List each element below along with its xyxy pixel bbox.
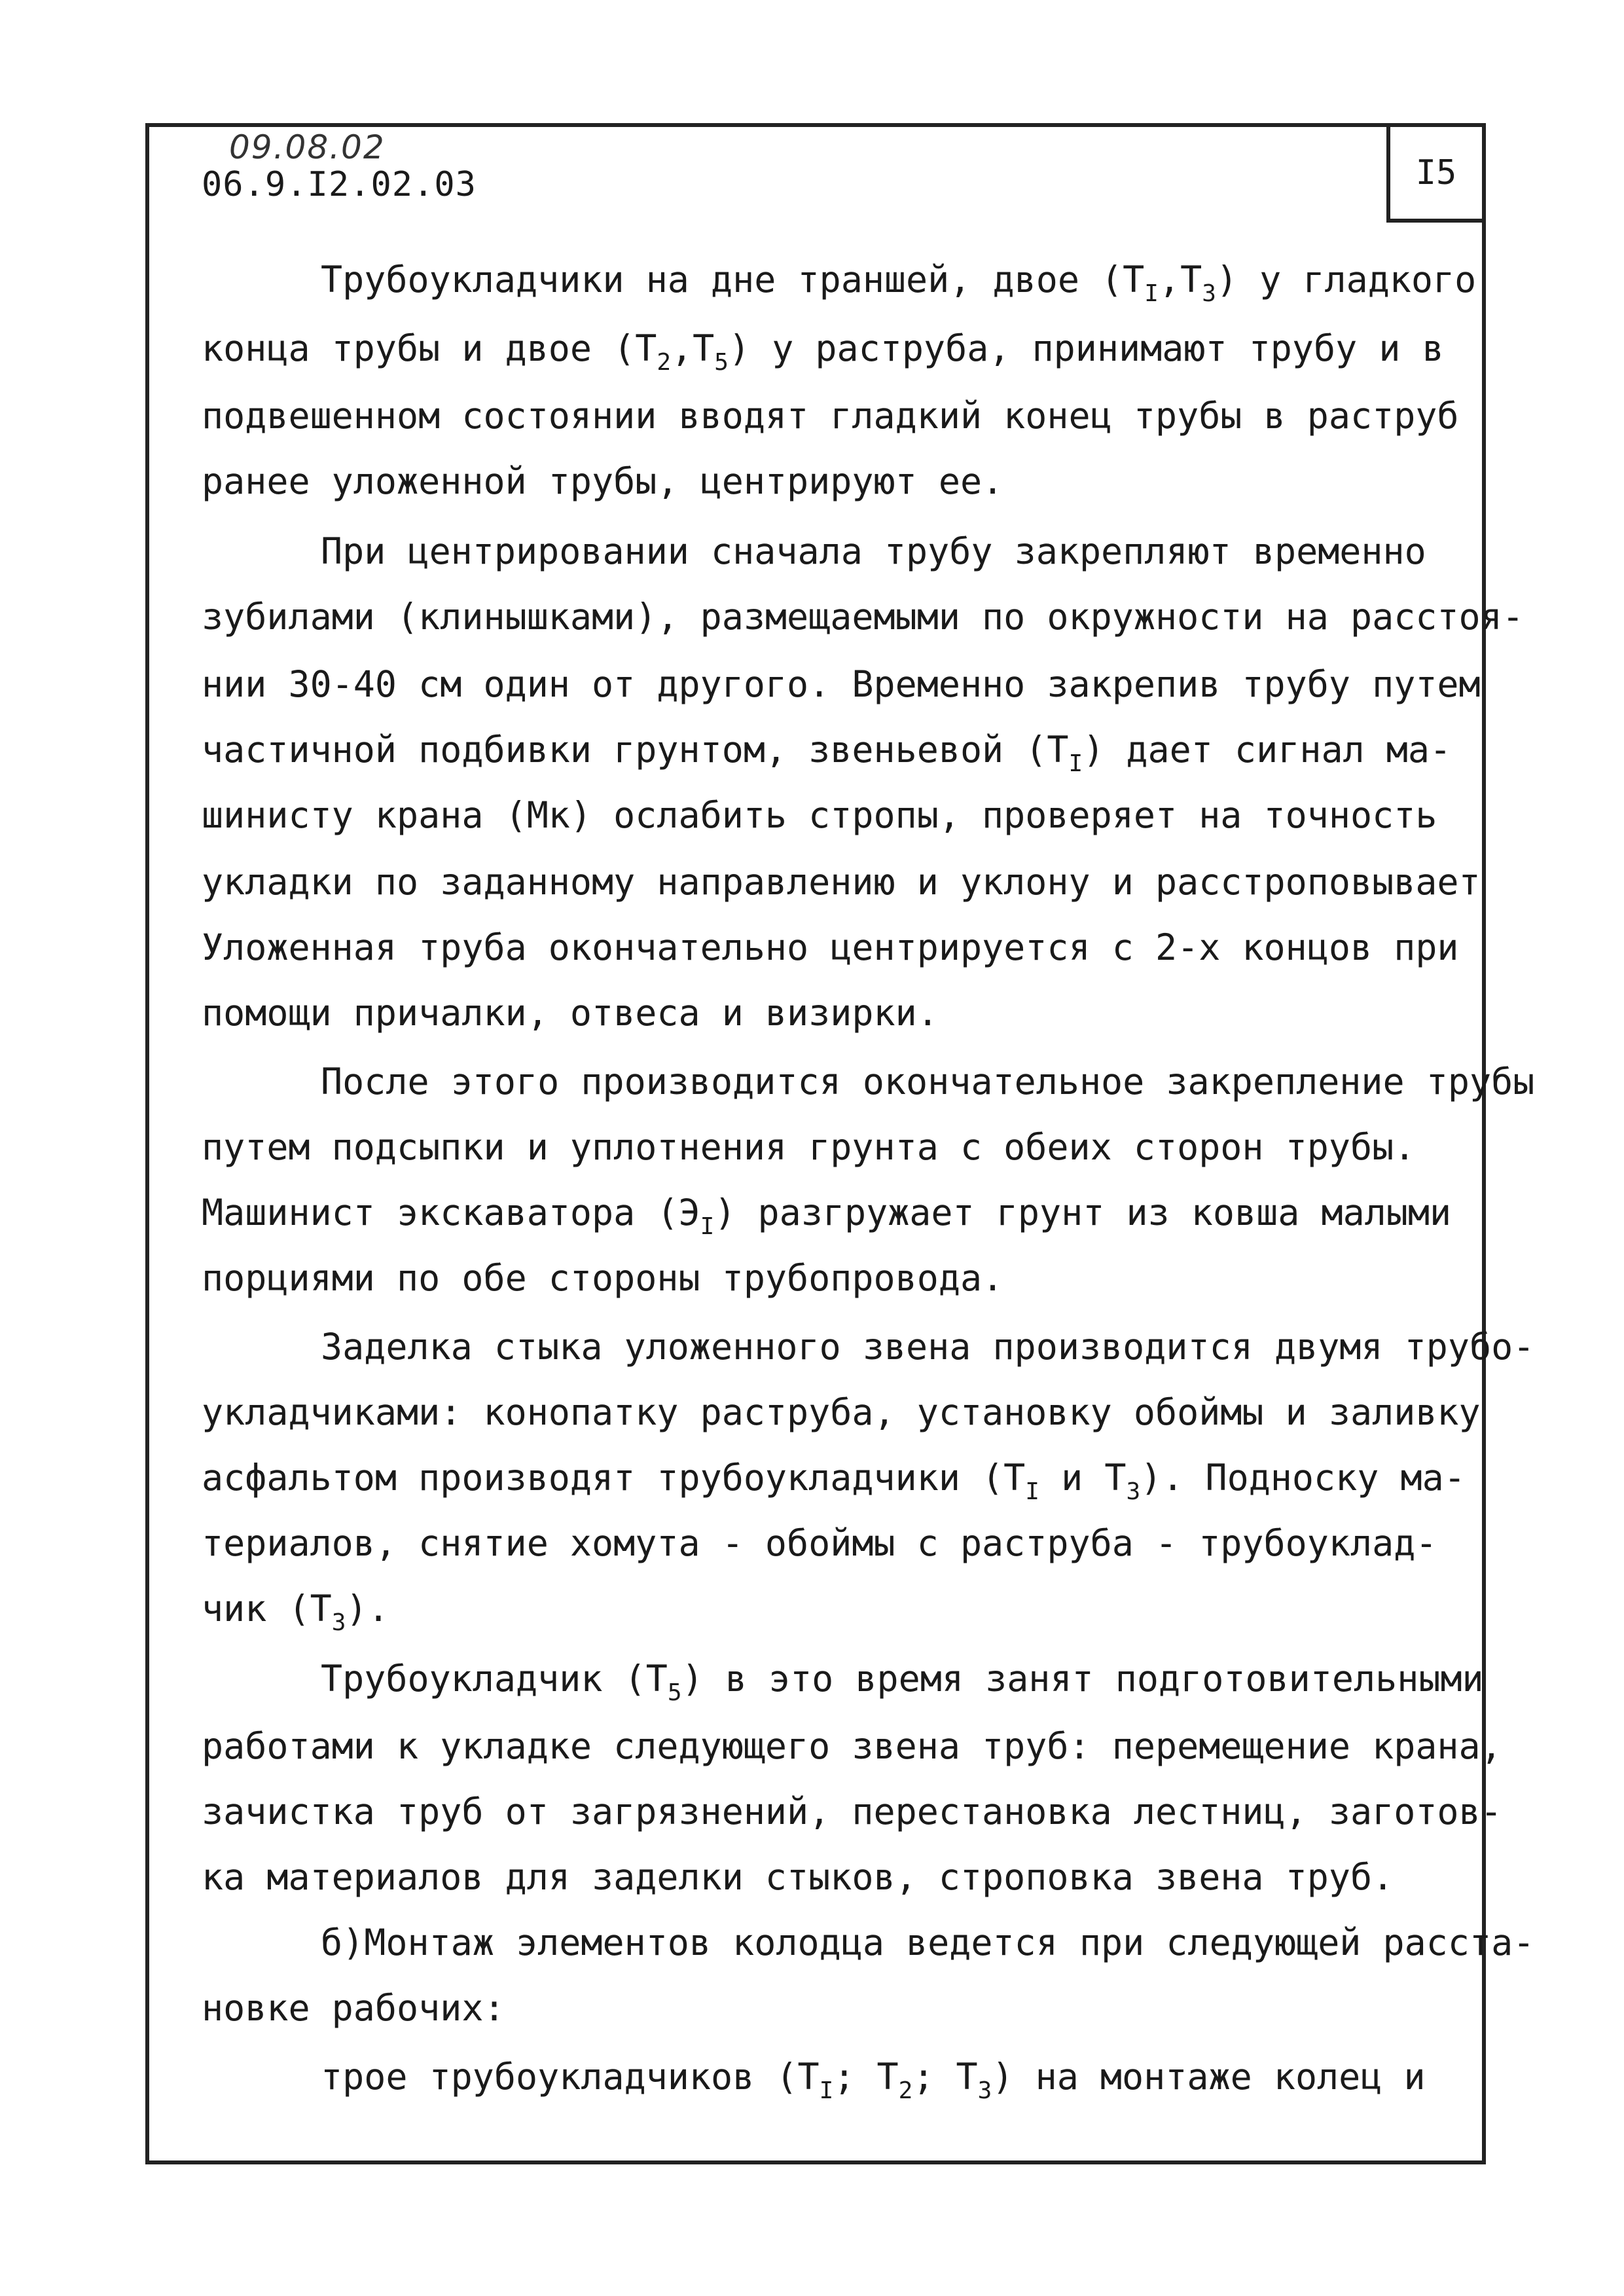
text-line: б)Монтаж элементов колодца ведется при следующей расста- — [321, 1922, 1535, 1963]
text-line: ранее уложенной трубы, центрируют ее. — [202, 460, 1004, 502]
text-line: териалов, снятие хомута - обоймы с раструба - трубоуклад- — [202, 1522, 1437, 1564]
text-line: шинисту крана (Мк) ослабить стропы, проверяет на точность — [202, 794, 1437, 836]
text-line: укладчиками: конопатку раструба, установку обоймы и заливку — [202, 1391, 1481, 1433]
text-line: После этого производится окончательное закрепление трубы — [321, 1061, 1535, 1102]
text-line: Трубоукладчик $(Т_5)$ в это время занят подготовительными — [321, 1658, 1484, 1706]
text-line: путем подсыпки и уплотнения грунта с обеих сторон трубы. — [202, 1126, 1416, 1168]
text-line: конца трубы и двое $(Т_2,Т_5)$ у раструба, принимают трубу и в — [202, 327, 1444, 376]
text-line: зубилами (клинышками), размещаемыми по окружности на расстоя- — [202, 596, 1524, 638]
page-number: I5 — [1415, 153, 1457, 192]
document-code: 06.9.I2.02.03 — [202, 165, 477, 204]
text-line: Заделка стыка уложенного звена производится двумя трубо- — [321, 1326, 1535, 1368]
text-line: порциями по обе стороны трубопровода. — [202, 1257, 1004, 1299]
page-number-box — [1386, 123, 1486, 223]
text-line: подвешенном состоянии вводят гладкий конец трубы в раструб — [202, 395, 1459, 437]
handwritten-code: 09.08.02 — [229, 128, 386, 166]
text-line: асфальтом производят трубоукладчики ($Т_I$ и $Т_3$). Подноску ма- — [202, 1457, 1466, 1505]
text-line: зачистка труб от загрязнений, перестановка лестниц, заготов- — [202, 1791, 1502, 1832]
text-line: Уложенная труба окончательно центрируется с 2-х концов при — [202, 926, 1459, 968]
text-line: частичной подбивки грунтом, звеньевой $(Т_I)$ дает сигнал ма- — [202, 729, 1452, 777]
text-line: Машинист экскаватора $(Э_I)$ разгружает грунт из ковша малыми — [202, 1192, 1452, 1240]
text-line: Трубоукладчики на дне траншей, двое $(Т_I,Т_3)$ у гладкого — [321, 259, 1477, 307]
text-line: При центрировании сначала трубу закрепляют временно — [321, 530, 1426, 572]
text-line: помощи причалки, отвеса и визирки. — [202, 992, 939, 1034]
text-line: новке рабочих: — [202, 1987, 505, 2029]
text-line: нии 30-40 см один от другого. Временно закрепив трубу путем — [202, 663, 1481, 705]
text-line: ка материалов для заделки стыков, строповка звена труб. — [202, 1856, 1394, 1898]
text-line: укладки по заданному направлению и уклону и расстроповывает — [202, 861, 1481, 903]
text-line: трое трубоукладчиков ($Т_I$; $Т_2$; $Т_3$) на монтаже колец и — [321, 2056, 1426, 2104]
text-line: работами к укладке следующего звена труб: перемещение крана, — [202, 1725, 1502, 1767]
text-line: чик $(Т_3)$. — [202, 1588, 389, 1636]
